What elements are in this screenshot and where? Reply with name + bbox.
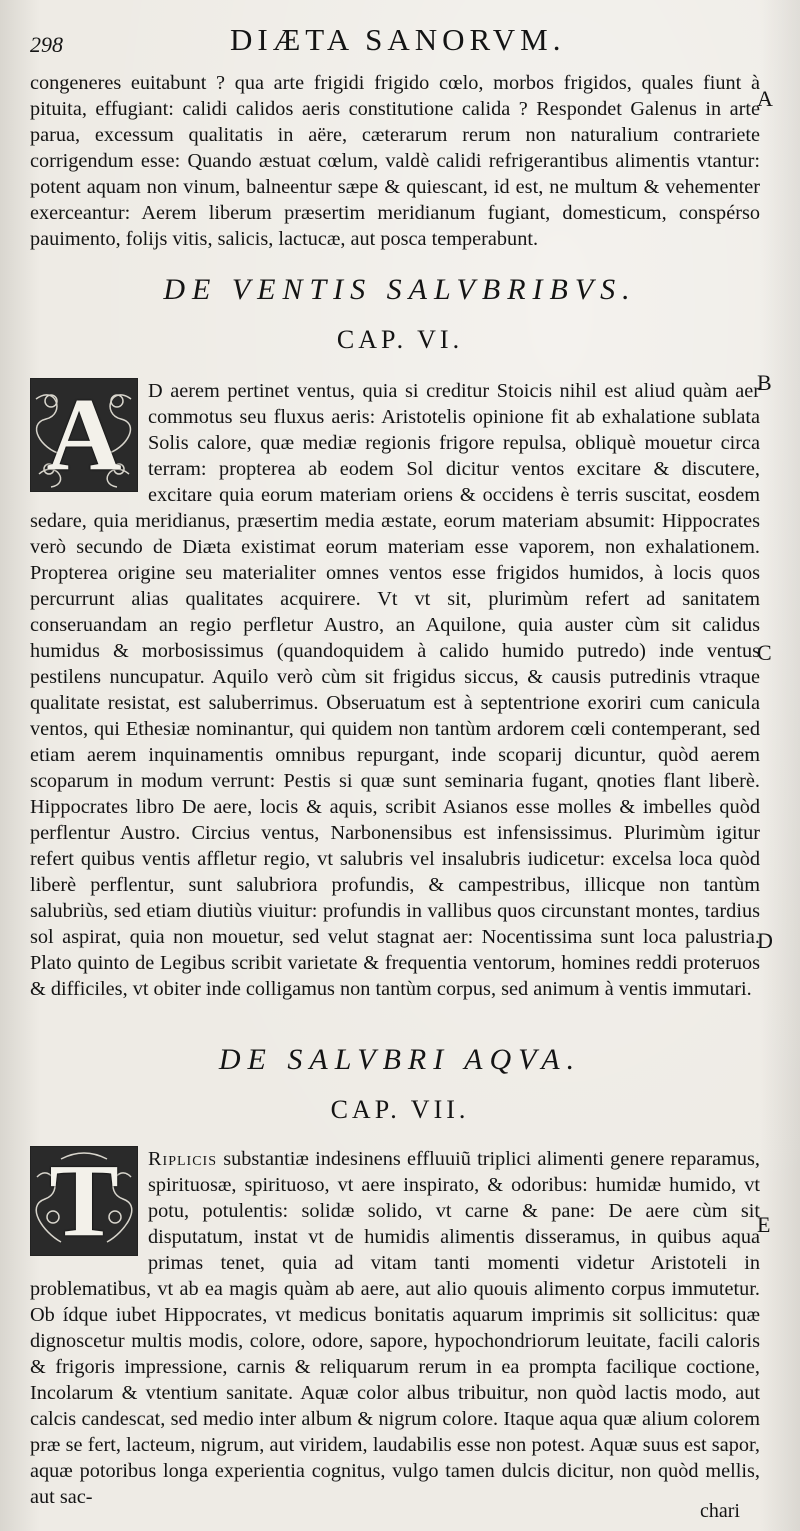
margin-letter-b: B	[757, 370, 772, 395]
catchword: chari	[700, 1500, 740, 1522]
running-head	[0, 22, 800, 62]
page-number: 298	[30, 32, 63, 57]
margin-letter-e: E	[757, 1212, 771, 1237]
running-title: DIÆTA SANORVM.	[230, 22, 566, 57]
lead-word: Riplicis	[148, 1148, 217, 1170]
section-heading-ventis: DE VENTIS SALVBRIBVS.	[163, 273, 637, 306]
margin-letter-a: A	[757, 86, 773, 111]
margin-letter-d: D	[757, 928, 773, 953]
section-ventis-paragraph: D aerem pertinet ventus, quia si creditur Stoicis nihil est aliud quàm aer commotus seu fluxus aeris: Aristotelis opinione fit ab exhalatione sublata Solis calore, quæ mediæ regionis frigore repulsa, obliquè mouetur circa terram: propterea ab eodem Sol dicitur ventos excitare & discutere, excitare quia eorum materiam oriens & occidens è terris suscitat, eosdem sedare, quia meridianus, præsertim media æstate, eorum materiam absumit: Hippocrates verò secundo de Diæta existimat eorum materiam esse vaporem, non exhalationem. Propterea origine seu materialiter omnes ventos esse frigidos humidos, à locis quos percurrunt alias qualitates acquirere. Vt vt sit, plurimùm refert ad sanitatem conseruandam an regio perfletur Austro, an Aquilone, quia auster cùm sit calidus humidus & morbosissimus (quandoquidem à calido humido putredo) inde ventus pestilens nuncupatur. Aquilo verò cùm sit frigidus siccus, & causis putredinis vtraque qualitate resistat, est saluberrimus. Obseruatum est à septentrione exoriri cum canicula ventos, qui Ethesiæ nominantur, qui quidem non tantùm ardorem cœli contemperant, sed etiam aerem inquinamentis omnibus repurgant, inde scoparij dicuntur, quòd aerem scoparum in modum verrunt: Pestis si quæ sunt seminaria fugant, qnoties flant liberè. Hippocrates libro De aere, locis & aquis, scribit Asianos esse molles & imbelles quòd perflentur Austro. Circius ventus, Narbonensibus est infensissimus. Plurimùm igitur refert quibus ventis affletur regio, vt salubris vel insalubris iudicetur: excelsa loca quòd liberè perflentur, sunt salubriora profundis, & campestribus, illicque non tantùm salubriùs, sed etiam diutiùs viuitur: profundis in vallibus quos circunstant montes, tardius sol aspirat, quia non mouetur, sed velut stagnat aer: Nocentissima sunt loca palustria. Plato quinto de Legibus scribit varietate & frequentia ventorum, homines reddi proteruos & difficiles, vt obiter inde colligamus non tantùm corpus, sed animum à ventis immutari.	[30, 380, 760, 1000]
section-aqua-paragraph	[30, 1146, 760, 1510]
initial-letter: A	[46, 378, 122, 492]
section-aqua-body	[30, 1146, 760, 1510]
chapter-title-vii: CAP. VII.	[330, 1095, 470, 1124]
section-aqua-text: substantiæ indesinens effluuiũ triplici alimenti genere reparamus, spirituosæ, spirituoso, vt aere inspirato, & odoribus: humidæ humido, vt potu, potulentis: solidæ solido, vt carne & pane: De aere cùm sit disputatum, instat vt de humidis alimentis disseramus, in quibus aqua primas tenet, quia ad vitam tanti momenti videtur Aristoteli in problematibus, vt ab ea magis quàm ab aere, aut alio quouis alimento corpus immutetur. Ob ídque iubet Hippocrates, vt medicus bonitatis aquarum imprimis sit sollicitus: quæ dignoscetur multis modis, colore, odore, sapore, hypochondriorum leuitate, facili caloris & frigoris impressione, carnis & reliquarum rerum in ea prompta facilique coctione, Incolarum & vtentium sanitate. Aquæ color albus tribuitur, non quòd lactis modo, aut calcis candescat, sed medio inter album & nigrum colore. Itaque aqua quæ alium colorem præ se fert, lacteum, nigrum, aut viridem, laudabilis esse non potest. Aquæ suus est sapor, aquæ potoribus longa experientia cognitus, vulgo tamen dulcis dicitur, non quòd mellis, aut sac-	[30, 1148, 760, 1508]
intro-paragraph-block	[30, 70, 760, 252]
margin-letter-c: C	[757, 640, 772, 665]
section-heading-aqua: DE SALVBRI AQVA.	[218, 1043, 582, 1076]
initial-letter: T	[49, 1146, 119, 1256]
chapter-title-vi: CAP. VI.	[336, 325, 464, 354]
decorated-initial-t	[30, 1146, 138, 1256]
section-ventis-body	[30, 378, 760, 1002]
intro-paragraph: congeneres euitabunt ? qua arte frigidi frigido cœlo, morbos frigidos, quales fiunt à pituita, effugiant: calidi calidos aeris constitutione calida ? Respondet Galenus in arte parua, excessum qualitatis in aëre, cæterarum rerum non naturalium contrariete corrigendum esse: Quando æstuat cœlum, valdè calidi refrigerantibus alimentis vtantur: potent aquam non vinum, balneentur sæpe & quiescant, id est, ne multum & vehementer exerceantur: Aerem liberum præsertim meridianum fugiant, domesticum, conspérso pauimento, folijs vitis, salicis, lactucæ, aut posca temperabunt.	[30, 72, 760, 250]
decorated-initial-a	[30, 378, 138, 492]
